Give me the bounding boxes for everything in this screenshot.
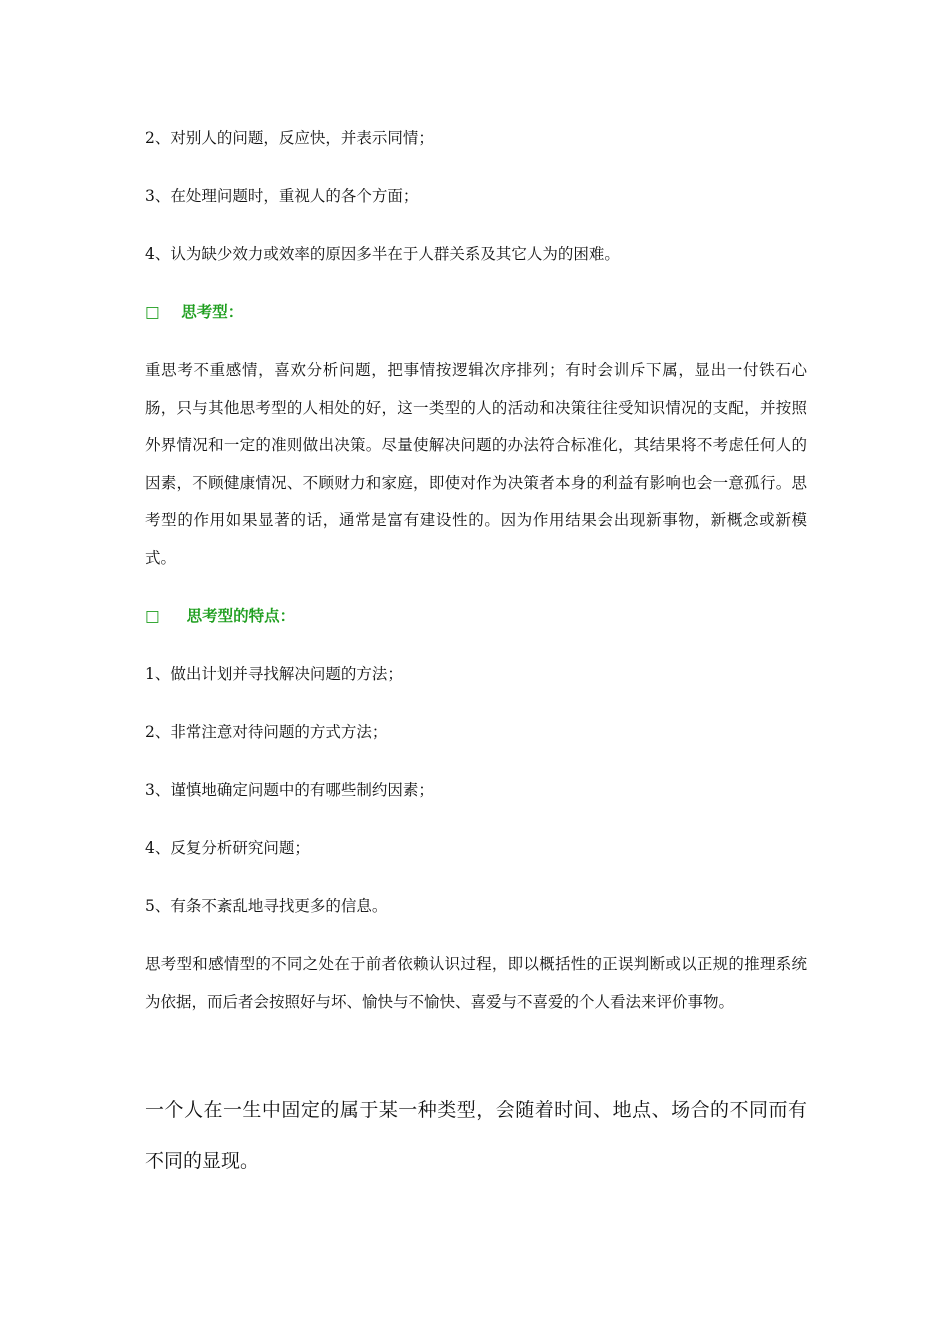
checkbox-square-icon: □ — [145, 607, 160, 625]
list-item: 3、在处理问题时，重视人的各个方面； — [145, 187, 419, 205]
conclusion-paragraph: 一个人在一生中固定的属于某一种类型，会随着时间、地点、场合的不同而有不同的显现。 — [145, 1099, 807, 1172]
checkbox-square-icon: □ — [145, 303, 160, 321]
thinking-description-paragraph: 重思考不重感情，喜欢分析问题，把事情按逻辑次序排列；有时会训斥下属，显出一付铁石心肠，只与其他思考型的人相处的好，这一类型的人的活动和决策往往受知识情况的支配，并按照外界情况和一定的准则做出决策。尽量使解决问题的办法符合标准化，其结果将不考虑任何人的因素，不顾健康情况、不顾财力和家庭，即使对作为决策者本身的利益有影响也会一意孤行。思考型的作用如果显著的话，通常是富有建设性的。因为作用结果会出现新事物，新概念或新模式。 — [145, 361, 807, 567]
list-item: 5、有条不紊乱地寻找更多的信息。 — [145, 897, 388, 915]
list-item: 2、非常注意对待问题的方式方法； — [145, 723, 388, 741]
list-item: 4、认为缺少效力或效率的原因多半在于人群关系及其它人为的困难。 — [145, 245, 620, 263]
section-heading-thinking-traits — [145, 605, 295, 627]
list-item: 4、反复分析研究问题； — [145, 839, 310, 857]
list-item: 3、谨慎地确定问题中的有哪些制约因素； — [145, 781, 434, 799]
list-item: 2、对别人的问题，反应快，并表示同情； — [145, 129, 434, 147]
section-heading-label: 思考型的特点： — [186, 606, 296, 625]
section-heading-label: 思考型： — [181, 302, 244, 321]
comparison-paragraph: 思考型和感情型的不同之处在于前者依赖认识过程，即以概括性的正误判断或以正规的推理系统为依据，而后者会按照好与坏、愉快与不愉快、喜爱与不喜爱的个人看法来评价事物。 — [145, 955, 807, 1011]
list-item: 1、做出计划并寻找解决问题的方法； — [145, 665, 403, 683]
section-heading-thinking — [145, 301, 243, 323]
